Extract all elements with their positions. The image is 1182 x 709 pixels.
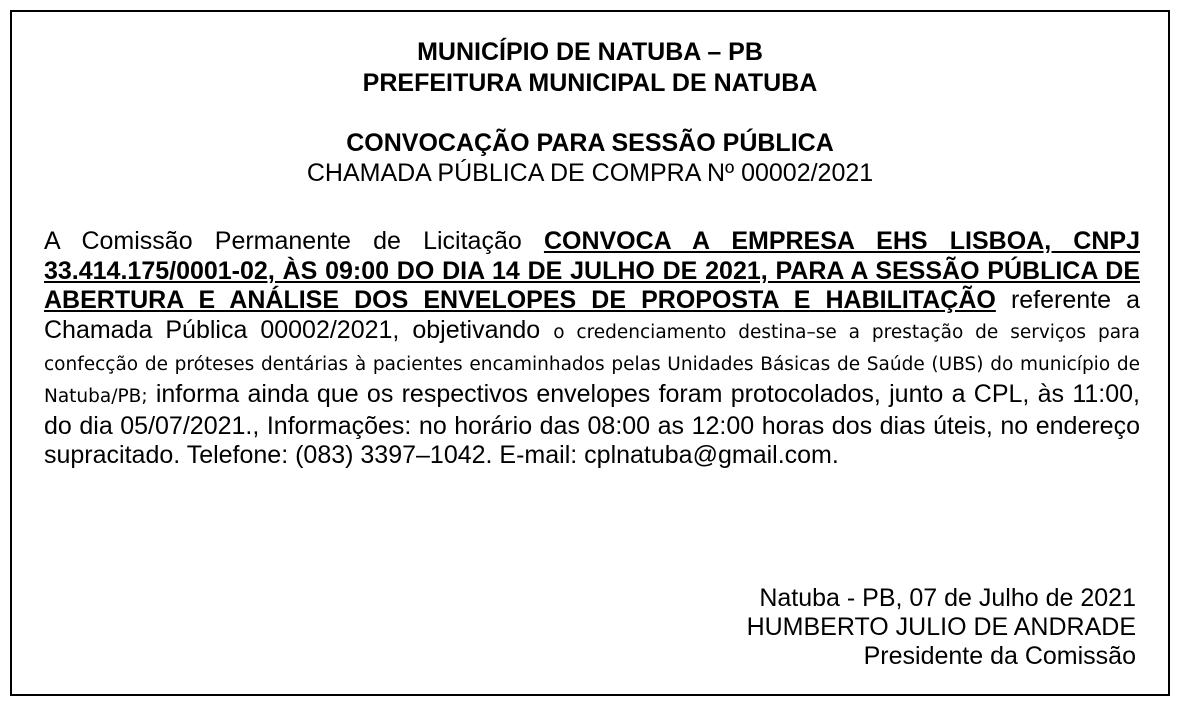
body-object: o credenciamento destina–se a prestação de serviços para confecção de próteses dentárias à pacientes encaminhados pelas Unidades Básicas de Saúde (UBS) do município de Natuba/PB; xyxy=(44,321,1140,407)
municipality-line: MUNICÍPIO DE NATUBA – PB xyxy=(417,38,763,66)
notice-frame xyxy=(10,10,1170,696)
body-information: informa ainda que os respectivos envelopes foram protocolados, junto a CPL, às 11:00, do dia 05/07/2021., Informações: no horário das 08:00 as 12:00 horas dos dias úteis, no endereço supracitado. Telefone: (083) 3397–1042. E-mail: cplnatuba@gmail.com. xyxy=(44,379,1140,469)
header-municipality xyxy=(12,37,1168,99)
signature-role: Presidente da Comissão xyxy=(863,642,1136,670)
prefecture-line: PREFEITURA MUNICIPAL DE NATUBA xyxy=(362,69,818,97)
signature-block xyxy=(747,584,1136,671)
signature-place-date: Natuba - PB, 07 de Julho de 2021 xyxy=(759,584,1136,612)
body-intro: A Comissão Permanente de Licitação xyxy=(44,227,544,255)
body-reference: referente a Chamada Pública 00002/2021, objetivando xyxy=(44,286,1140,344)
notice-title: CONVOCAÇÃO PARA SESSÃO PÚBLICA xyxy=(346,129,834,157)
body-convocation: CONVOCA A EMPRESA EHS LISBOA, CNPJ 33.414.175/0001-02, ÀS 09:00 DO DIA 14 DE JULHO DE 2021, PARA A SESSÃO PÚBLICA DE ABERTURA E ANÁLISE DOS ENVELOPES DE PROPOSTA E HABILITAÇÃO xyxy=(44,227,1140,314)
header-title-block xyxy=(12,128,1168,188)
notice-body xyxy=(44,227,1140,471)
signature-name: HUMBERTO JULIO DE ANDRADE xyxy=(746,613,1136,641)
notice-subtitle: CHAMADA PÚBLICA DE COMPRA Nº 00002/2021 xyxy=(306,159,874,187)
